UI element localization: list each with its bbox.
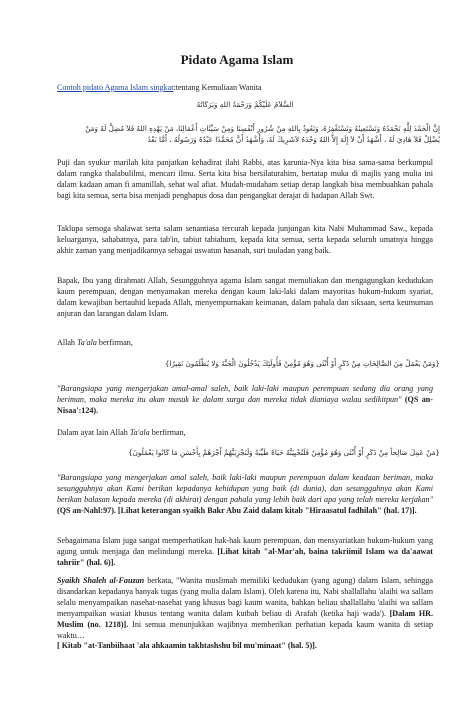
intro-line — [57, 83, 433, 94]
paragraph-kemuliaan: Bapak, Ibu yang dirahmati Allah, Sesungguhnya agama Islam sangat memuliakan dan mengagungkan kedudukan kaum perempuan, dengan menyamakan mereka dengan kaum laki-laki dalam mayoritas hukum-hukum syariat, dalam kewajiban bertauhid kepada Allah, menyempurnakan keimanan, dalam pahala dan siksaan, serta keumuman anjuran dan larangan dalam Islam. — [57, 276, 433, 318]
salam-arabic: السَّلاَمُ عَلَيْكُمْ وَرَحْمَةُ اللهِ وَبَرَكَاتُهُ — [196, 100, 294, 109]
quote-an-nahl-text: "Barangsiapa yang mengerjakan amal saleh, baik laki-laki maupun perempuan dalam keadaan beriman, maka sesungguhnya akan Kami berikan kepadanya kehidupan yang baik (di dunia), dan sesungguhnya akan Kami berikan balasan kepada mereka (di akhirat) dengan pahala yang lebih baik dari apa yang telah mereka kerjakan" — [57, 473, 433, 504]
fauzan-hr-ref: [Dalam HR. Muslim (no. 1218)]. — [57, 608, 433, 629]
paragraph-puji-syukur: Puji dan syukur marilah kita panjatkan kehadirat ilahi Rabbi, atas karunia-Nya kita bisa sama-sama berkumpul dalam rangka thalabulilmi, mencari ilmu. Serta kita bisa bersilaturahim, bertatap muka di majlis yang mulia ini dalam kadaan aman fi amanillah, sehat wal afiat. Mudah-mudaham setiap derap langkah bisa membuahkan pahala bagi kita semua, serta bisa menjadi penghapus dosa dan pengangkat derajat di hadapan Allah Swt. — [57, 158, 433, 200]
paragraph-syaikh-fauzan — [57, 576, 433, 652]
taala-word: Ta'ala — [77, 338, 97, 347]
hak-perempuan-ref: [Lihat kitab "al-Mar'ah, baina takriimil Islam wa da'aawat tahriir" (hal. 6)]. — [57, 546, 433, 567]
allah-berfirman-2 — [57, 428, 433, 439]
khutbah-arabic-line-2: يُضْلِلْ فَلاَ هَادِيَ لَهُ ، أَشْهَدُ أَنْ لاَ إِلَهَ إِلاَّ اللهُ وَحْدَهُ لاَشَرِيكَ لَهُ، وَأَشْهَدُ أَنَّ مُحَمَّدًا عَبْدُهُ وَرَسُولُهُ ، أَمَّا بَعْدُ — [147, 135, 440, 144]
allah-suffix: berfirman, — [96, 338, 133, 347]
intro-link[interactable]: Contoh pidato Agama Islam singkat — [57, 83, 174, 92]
fauzan-text: berkata, "Wanita muslimah memiliki kedudukan (yang agung) dalam Islam, sehingga disandarkan kepadanya banyak tugas (yang mulia dalam Islam). Oleh karena itu, Nabi shallallahu 'alaihi wa sallam selalu menyampaikan nasehat-nasehat yang khusus bagi kaum wanita, bahkan beliau shallallahu 'alaihi wa sallam menyampaikan wasiat khusus tentang wanita dalam kutbah beliau di Arafah (ketika haji wada'). — [57, 576, 433, 618]
allah-prefix: Allah — [57, 338, 78, 347]
ayat-an-nahl-arabic: {مَنْ عَمِلَ صَالِحاً مِنْ ذَكَرٍ أَوْ أُنْثَى وَهُوَ مُؤْمِنٌ فَلَنُحْيِيَنَّهُ حَيَاةً طَيِّبَةً وَلَنَجْزِيَنَّهُمْ أَجْرَهُمْ بِأَحْسَنِ مَا كَانُوا يَعْمَلُونَ} — [128, 448, 440, 457]
paragraph-hak-perempuan — [57, 536, 433, 569]
khutbah-arabic-line-1: إِنَّ الْحَمْدَ لِلَّهِ نَحْمَدُهُ وَنَسْتَعِينُهُ وَنَسْتَغْفِرُهُ، وَنَعُوذُ بِاللهِ مِنْ شُرُورِ أَنْفُسِنَا وَمِنْ سَيِّئَاتِ أَعْمَالِنَا، مَنْ يَهْدِهِ اللهُ فَلاَ مُضِلَّ لَهُ وَمَنْ — [85, 124, 440, 133]
page-title: Pidato Agama Islam — [180, 52, 294, 67]
paragraph-shalawat: Taklupa semoga shalawat serta salam senantiasa tercurah kepada junjungan kita Nabi Muhammad Saw., kepada keluarganya, sahabatnya, para tab'in, tabiut tabiahum, kepada kita semua, serta kepada seluruh umatnya hingga akhir zaman yang menjadikannya sebagai uswatun hasanah, suri tauladan yang baik. — [57, 224, 433, 255]
fauzan-tail: Ini semua menunjukkan wajibnya memberikan perhatian kepada kaum wanita di setiap waktu… — [57, 619, 433, 640]
taala-word: Ta'ala — [129, 428, 150, 437]
quote-an-nahl-ref: (QS an-Nahl:97). [Lihat keterangan syaikh Bakr Abu Zaid dalam kitab "Hiraasatul fadhilah" (hal. 17)]. — [57, 505, 417, 515]
quote-an-nisaa-text: "Barangsiapa yang mengerjakan amal-amal saleh, baik laki-laki maupun perempuan sedang dia orang yang beriman, maka mereka itu akan masuk ke dalam surga dan mereka tidak dianiaya walau sedikitpun" — [57, 384, 433, 404]
quote-an-nahl — [57, 473, 433, 517]
syaikh-name: Syaikh Shaleh al-Fauzan — [57, 576, 145, 585]
allah-prefix: Dalam ayat lain Allah — [57, 428, 130, 437]
quote-an-nisaa-ref: (QS an-Nisaa':124). — [57, 394, 433, 415]
quote-an-nisaa — [57, 384, 433, 417]
intro-text: :tentang Kemuliaan Wanita — [173, 83, 262, 92]
fauzan-kitab-ref: [ Kitab "at-Tanbiihaat 'ala ahkaamin takhtashshu bil mu'minaat" (hal. 5)]. — [57, 641, 317, 651]
hak-perempuan-text: Sebagaimana Islam juga sangat memperhatikan hak-hak kaum perempuan, dan mensyariatkan hukum-hukum yang agung untuk menjaga dan melindungi mereka. — [57, 536, 433, 556]
allah-berfirman-1 — [57, 338, 433, 349]
allah-suffix: berfirman, — [149, 428, 186, 437]
ayat-an-nisaa-arabic: {وَمَنْ يَعْمَلْ مِنَ الصَّالِحَاتِ مِنْ ذَكَرٍ أَوْ أُنْثَى وَهُوَ مُؤْمِنٌ فَأُولَئِكَ يَدْخُلُونَ الْجَنَّةَ وَلا يُظْلَمُونَ نَقِيرًا} — [164, 359, 440, 368]
